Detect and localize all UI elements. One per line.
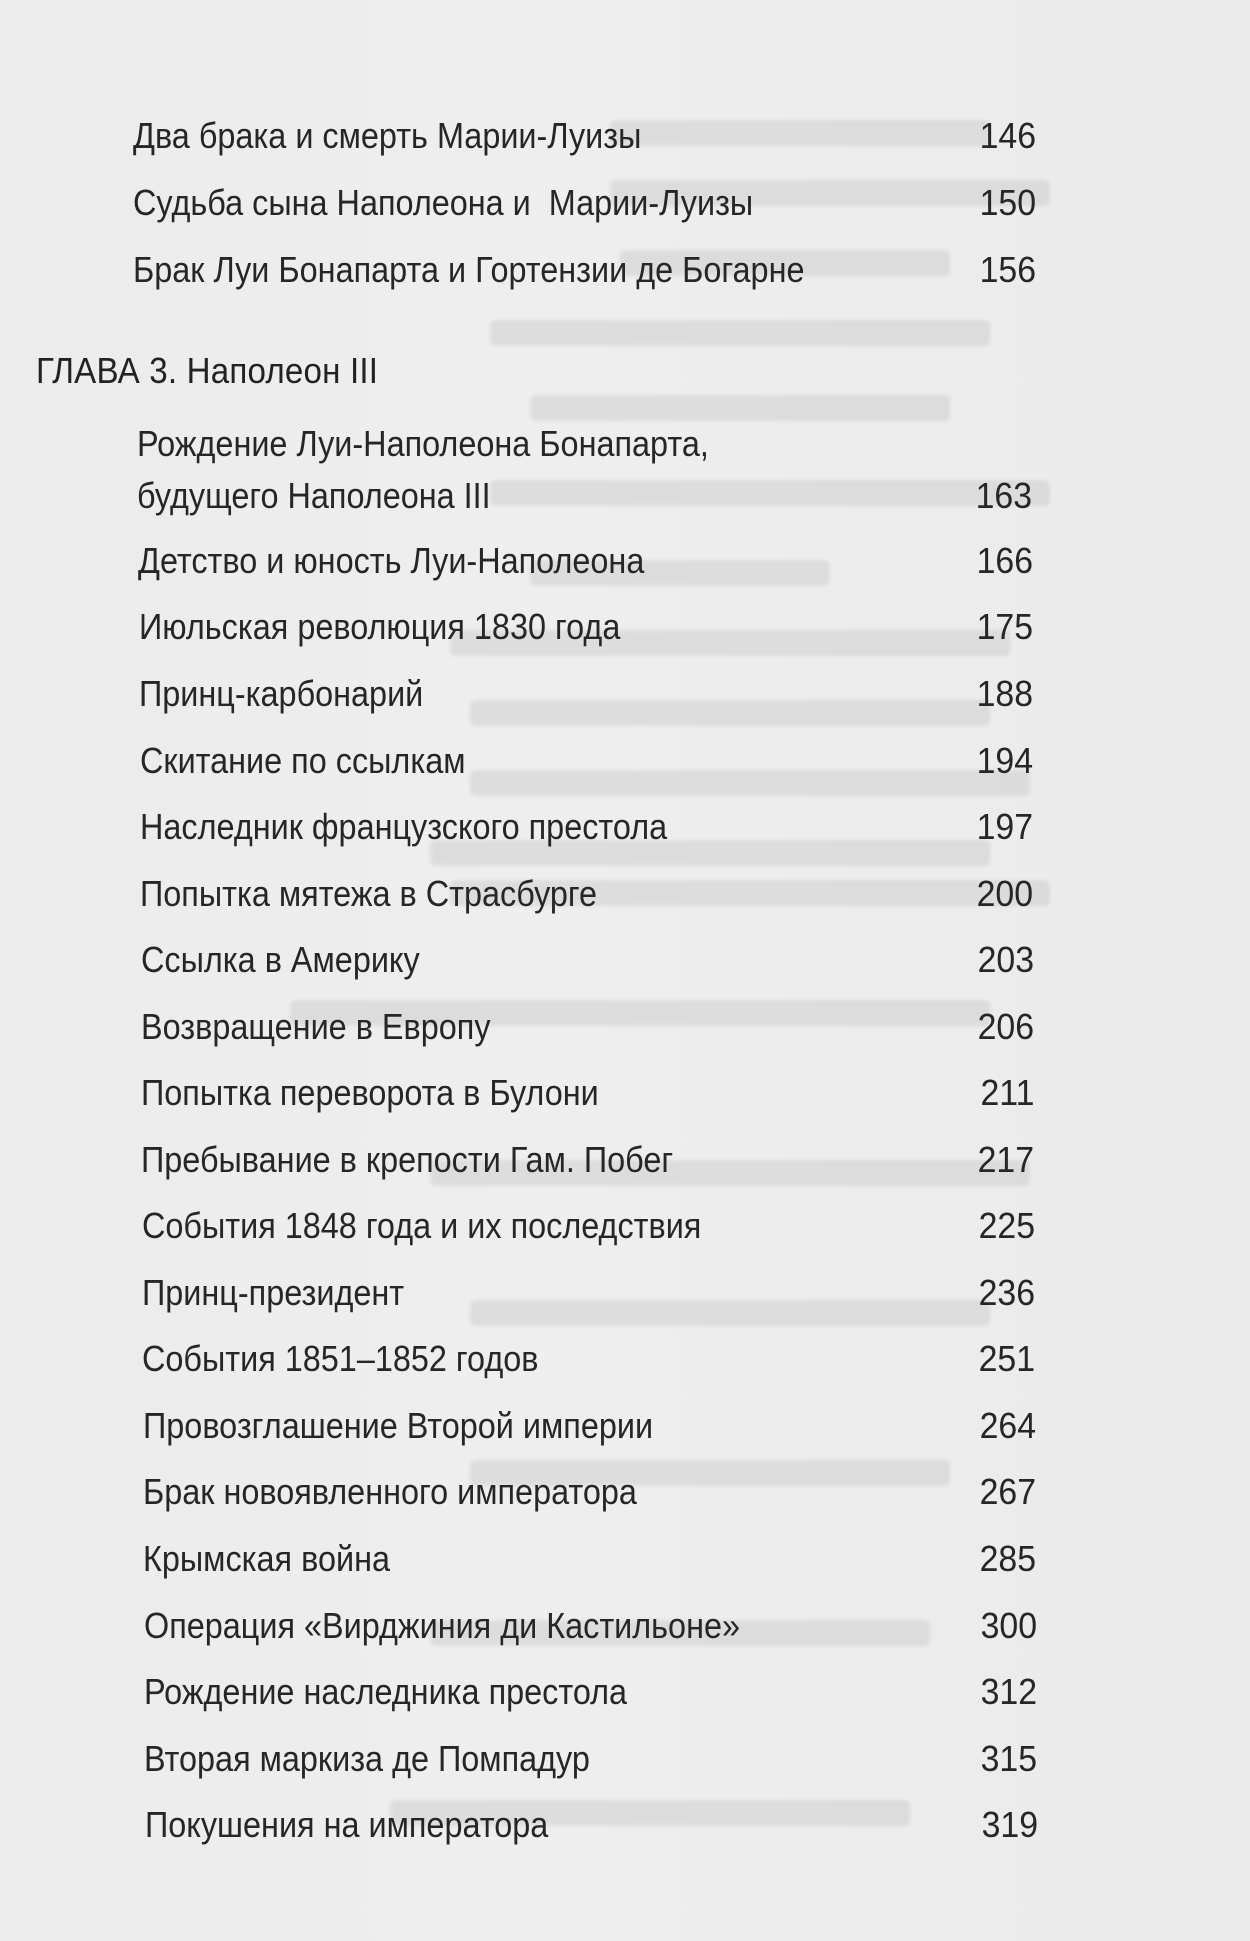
toc-entry-page: 163 bbox=[975, 475, 1032, 516]
toc-entry-title: Рождение Луи-Наполеона Бонапарта, будущего Наполеона III bbox=[137, 423, 709, 516]
toc-entry-page: 236 bbox=[978, 1272, 1035, 1313]
toc-entry-page: 300 bbox=[980, 1605, 1037, 1646]
toc-entry-title: Покушения на императора bbox=[145, 1804, 549, 1845]
toc-entry bbox=[137, 418, 1032, 522]
toc-entry-page: 203 bbox=[977, 939, 1034, 980]
toc-entry bbox=[133, 177, 1036, 229]
toc-entry-page: 197 bbox=[976, 806, 1033, 847]
toc-entry-page: 264 bbox=[979, 1405, 1036, 1446]
toc-entry-title: Два брака и смерть Марии-Луизы bbox=[133, 115, 642, 156]
toc-entry bbox=[133, 244, 1036, 296]
toc-entry bbox=[140, 735, 1033, 787]
toc-entry-title: Попытка мятежа в Страсбурге bbox=[140, 873, 598, 914]
toc-entry-title: Провозглашение Второй империи bbox=[143, 1405, 654, 1446]
toc-entry-title: Крымская война bbox=[143, 1538, 390, 1579]
toc-entry-title: Ссылка в Америку bbox=[141, 939, 420, 980]
toc-entry bbox=[139, 668, 1033, 720]
toc-entry-title: Принц-президент bbox=[142, 1272, 405, 1313]
toc-entry-page: 156 bbox=[979, 249, 1036, 290]
toc-entry bbox=[143, 1466, 1036, 1518]
toc-entry-title: Детство и юность Луи-Наполеона bbox=[138, 540, 645, 581]
toc-entry-title: Июльская революция 1830 года bbox=[139, 606, 621, 647]
toc-entry-page: 188 bbox=[976, 673, 1033, 714]
toc-entry-title: События 1848 года и их последствия bbox=[142, 1205, 702, 1246]
toc-entry-title: Попытка переворота в Булони bbox=[141, 1072, 599, 1113]
toc-entry-page: 285 bbox=[979, 1538, 1036, 1579]
toc-entry-page: 194 bbox=[976, 740, 1033, 781]
toc-entry-page: 206 bbox=[977, 1006, 1034, 1047]
toc-entry-page: 150 bbox=[979, 182, 1036, 223]
toc-entry-page: 225 bbox=[978, 1205, 1035, 1246]
chapter-heading: ГЛАВА 3. Наполеон III bbox=[36, 350, 379, 391]
toc-entry-title: Операция «Вирджиния ди Кастильоне» bbox=[144, 1605, 741, 1646]
toc-entry-page: 200 bbox=[976, 873, 1033, 914]
toc-entry bbox=[144, 1733, 1037, 1785]
toc-entry-title: Наследник французского престола bbox=[140, 806, 668, 847]
toc-entry bbox=[141, 1067, 1034, 1119]
toc-entry bbox=[145, 1799, 1038, 1851]
toc-entry-title: Скитание по ссылкам bbox=[140, 740, 466, 781]
toc-entry-title: Брак новоявленного императора bbox=[143, 1471, 637, 1512]
toc-entry-page: 217 bbox=[977, 1139, 1034, 1180]
toc-entry-page: 315 bbox=[980, 1738, 1037, 1779]
toc-entry-page: 312 bbox=[980, 1671, 1037, 1712]
toc-entry bbox=[139, 601, 1033, 653]
toc-entry-title: Вторая маркиза де Помпадур bbox=[144, 1738, 590, 1779]
toc-entry bbox=[143, 1400, 1036, 1452]
toc-entry bbox=[142, 1267, 1035, 1319]
toc-entry bbox=[140, 868, 1033, 920]
toc-entry bbox=[142, 1333, 1035, 1385]
toc-entry bbox=[143, 1533, 1036, 1585]
toc-entry-page: 166 bbox=[976, 540, 1033, 581]
toc-entry-page: 146 bbox=[979, 115, 1036, 156]
toc-entry bbox=[144, 1666, 1037, 1718]
toc-entry-page: 175 bbox=[976, 606, 1033, 647]
toc-entry-title: Пребывание в крепости Гам. Побег bbox=[141, 1139, 674, 1180]
toc-entry-page: 267 bbox=[979, 1471, 1036, 1512]
toc-entry bbox=[141, 934, 1034, 986]
toc-entry-title: Судьба сына Наполеона и Марии-Луизы bbox=[133, 182, 754, 223]
toc-entry-title: Брак Луи Бонапарта и Гортензии де Богарне bbox=[133, 249, 805, 290]
toc-entry-page: 319 bbox=[981, 1804, 1038, 1845]
toc-entry bbox=[133, 110, 1036, 162]
toc-entry bbox=[138, 535, 1033, 587]
toc-entry bbox=[141, 1134, 1034, 1186]
toc-entry bbox=[140, 801, 1033, 853]
toc-entry-page: 251 bbox=[978, 1338, 1035, 1379]
toc-entry-title: Возвращение в Европу bbox=[141, 1006, 491, 1047]
toc-entry-page: 211 bbox=[980, 1072, 1034, 1113]
toc-entry bbox=[141, 1001, 1034, 1053]
toc-entry bbox=[144, 1600, 1037, 1652]
toc-entry-title: Рождение наследника престола bbox=[144, 1671, 628, 1712]
toc-entry bbox=[142, 1200, 1035, 1252]
toc-entry-title: События 1851–1852 годов bbox=[142, 1338, 539, 1379]
toc-entry-title: Принц-карбонарий bbox=[139, 673, 424, 714]
